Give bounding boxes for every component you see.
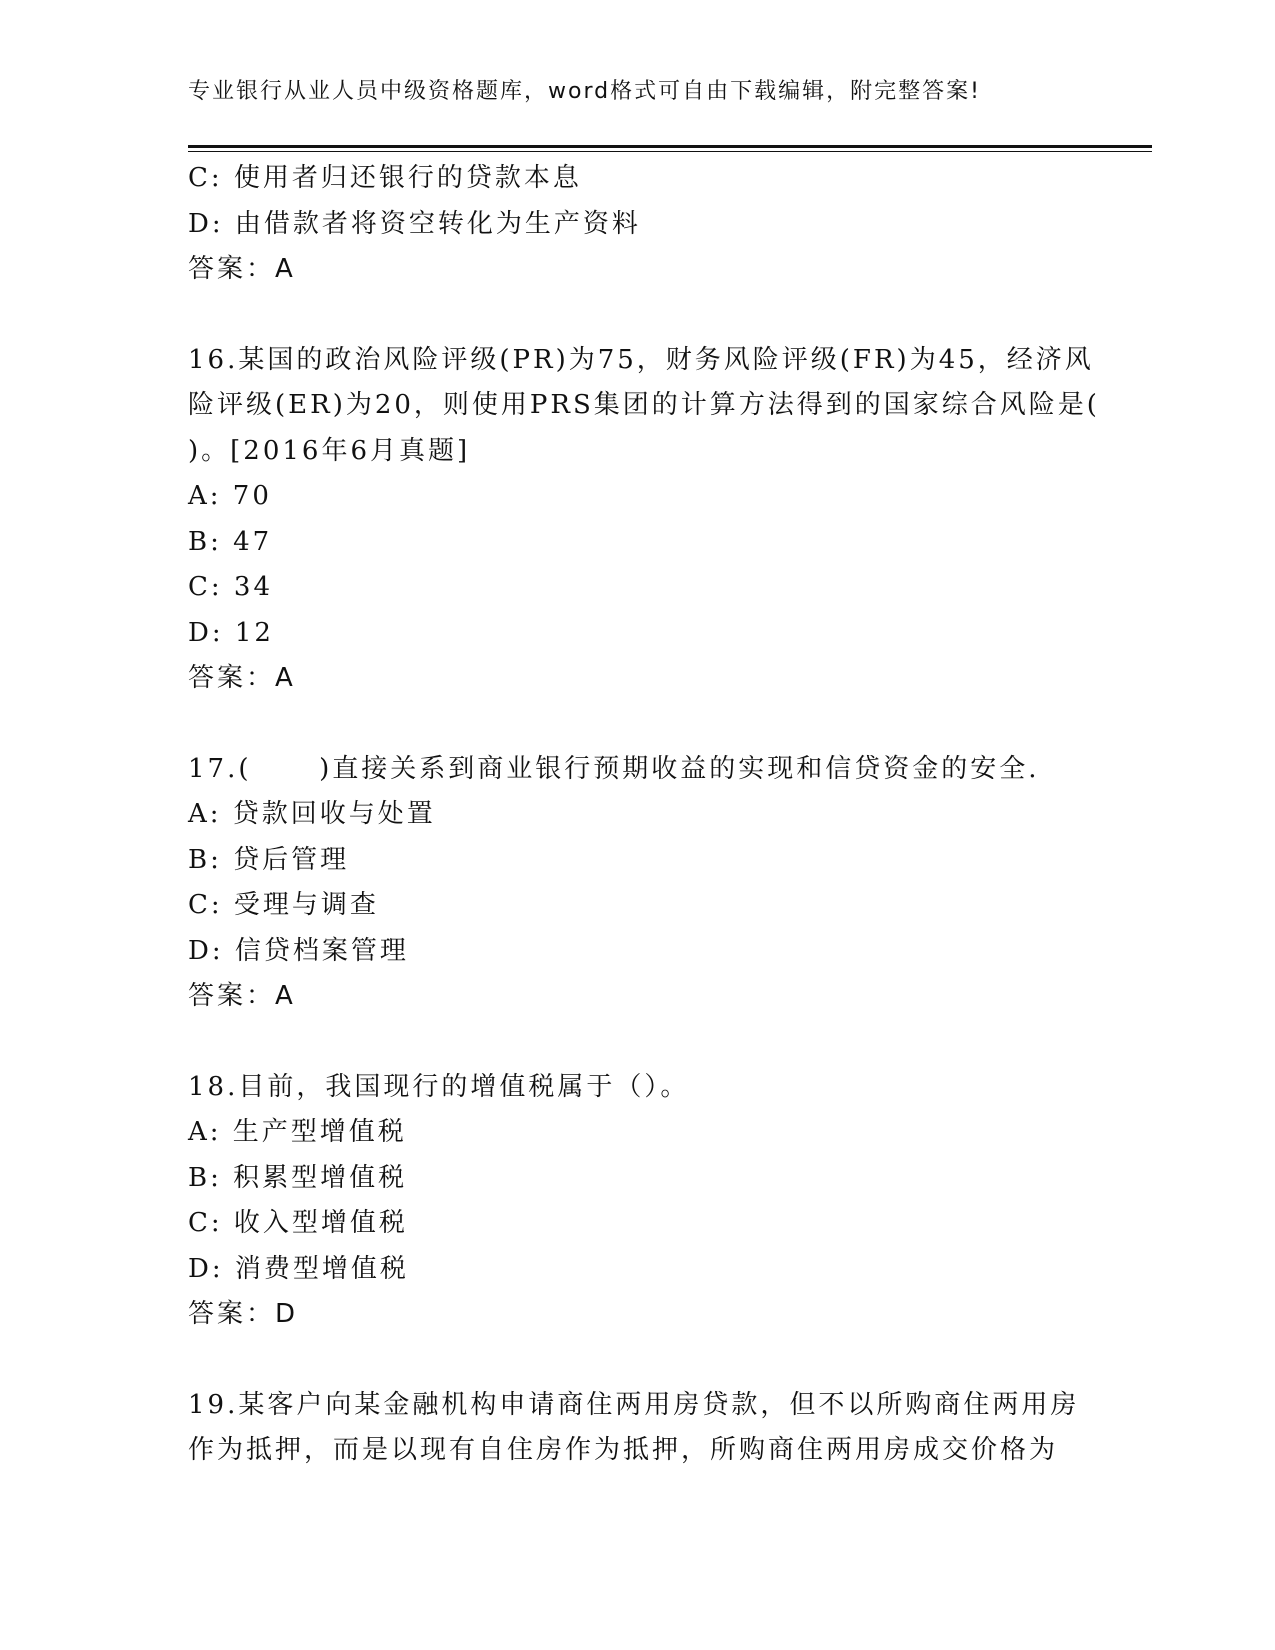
question-text: 险评级(ER)为20，则使用PRS集团的计算方法得到的国家综合风险是(: [188, 390, 1100, 420]
question-block: [188, 156, 1088, 293]
option-line: B: 贷后管理: [188, 844, 350, 875]
option-line: D: 12: [188, 617, 274, 648]
question-text: 作为抵押，而是以现有自住房作为抵押，所购商住两用房成交价格为: [188, 1435, 1059, 1465]
question-text: 16.某国的政治风险评级(PR)为75，财务风险评级(FR)为45，经济风: [188, 344, 1094, 375]
answer-line: 答案：A: [188, 981, 296, 1011]
answer-line: 答案：D: [188, 1299, 299, 1329]
option-line: C: 受理与调查: [188, 890, 379, 920]
page-header: 专业银行从业人员中级资格题库，word格式可自由下载编辑，附完整答案!: [188, 79, 981, 104]
question-text: )。[2016年6月真题]: [188, 435, 471, 466]
option-line: B: 积累型增值税: [188, 1162, 408, 1193]
option-line: C: 使用者归还银行的贷款本息: [188, 163, 582, 193]
answer-line: 答案：A: [188, 254, 296, 284]
question-text: 19.某客户向某金融机构申请商住两用房贷款，但不以所购商住两用房: [188, 1389, 1080, 1420]
question-block: [188, 747, 1088, 1020]
question-text: 17.( )直接关系到商业银行预期收益的实现和信贷资金的安全.: [188, 753, 1040, 784]
question-content: [188, 156, 1100, 1474]
option-line: B: 47: [188, 526, 273, 557]
header-rule-thin: [188, 151, 1152, 152]
option-line: D: 信贷档案管理: [188, 935, 409, 966]
header-rule-thick: [188, 145, 1152, 148]
option-line: C: 收入型增值税: [188, 1208, 408, 1238]
question-block: [188, 1065, 1088, 1338]
option-line: C: 34: [188, 572, 274, 602]
answer-line: 答案：A: [188, 663, 296, 693]
option-line: A: 生产型增值税: [188, 1117, 407, 1147]
question-block: [188, 1383, 1088, 1474]
question-block: [188, 338, 1100, 702]
option-line: A: 贷款回收与处置: [188, 799, 436, 829]
option-line: D: 消费型增值税: [188, 1253, 409, 1284]
option-line: D: 由借款者将资空转化为生产资料: [188, 208, 641, 239]
question-text: 18.目前，我国现行的增值税属于（）。: [188, 1071, 690, 1102]
option-line: A: 70: [188, 481, 272, 511]
